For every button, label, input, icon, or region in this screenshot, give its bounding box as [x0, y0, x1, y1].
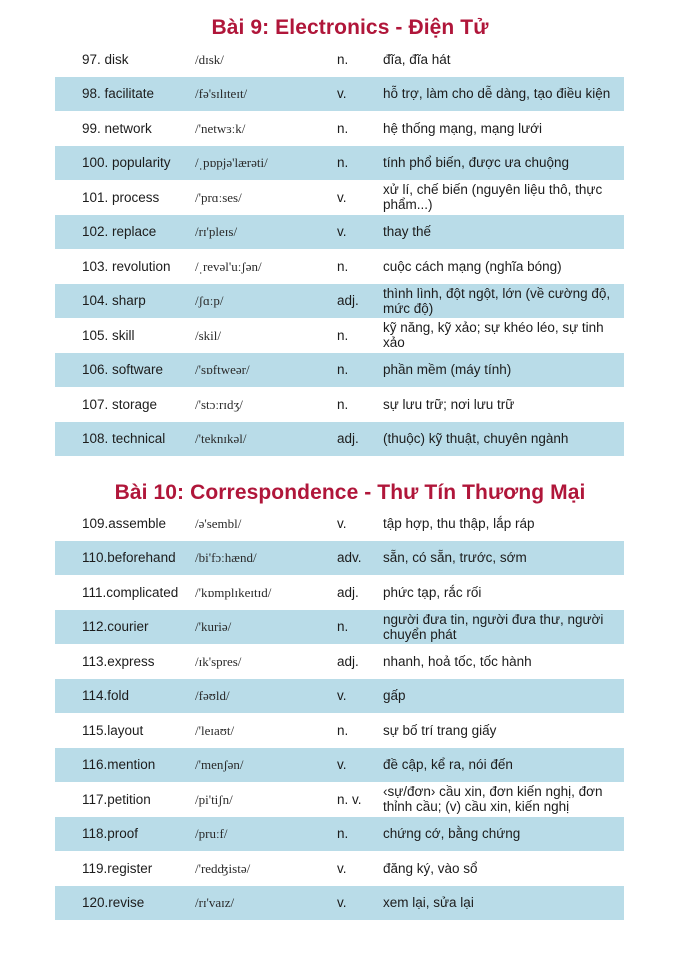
vocab-meaning: phần mềm (máy tính): [383, 362, 512, 378]
vocab-word: 110.beforehand: [82, 550, 176, 566]
vocab-row: [55, 146, 624, 181]
vocab-ipa: /'redʤistə/: [195, 860, 251, 876]
vocab-word: 99. network: [82, 120, 152, 136]
vocab-part-of-speech: n.: [337, 155, 349, 171]
vocab-word: 105. skill: [82, 327, 135, 343]
vocab-word: 108. technical: [82, 431, 166, 447]
vocab-row: [55, 318, 624, 353]
vocab-meaning: gấp: [383, 688, 406, 704]
vocab-part-of-speech: n.: [337, 327, 349, 343]
vocab-part-of-speech: adj.: [337, 653, 359, 669]
vocab-part-of-speech: v.: [337, 189, 347, 205]
vocab-ipa: /rɪ'vaɪz/: [195, 895, 235, 911]
vocab-meaning: đĩa, đĩa hát: [383, 51, 451, 67]
vocab-word: 101. process: [82, 189, 160, 205]
vocab-word: 97. disk: [82, 51, 129, 67]
vocab-row: [55, 610, 624, 645]
vocab-word: 98. facilitate: [82, 86, 155, 102]
vocab-meaning: người đưa tin, người đưa thư, người chuyển phát: [383, 611, 604, 642]
vocab-ipa: /'prɑːses/: [195, 189, 242, 205]
vocab-row: [55, 111, 624, 146]
vocab-word: 109.assemble: [82, 515, 167, 531]
vocab-ipa: /'netwɜːk/: [195, 120, 246, 136]
vocab-row: [55, 851, 624, 886]
vocab-part-of-speech: adv.: [337, 550, 362, 566]
vocab-meaning: xử lí, chế biến (nguyên liệu thô, thực phẩm...): [383, 182, 603, 213]
vocab-part-of-speech: v.: [337, 860, 347, 876]
vocab-part-of-speech: n.: [337, 120, 349, 136]
vocab-ipa: /dɪsk/: [195, 51, 224, 67]
vocab-row: [55, 679, 624, 714]
vocab-ipa: /pi'tiʃn/: [195, 791, 233, 807]
vocab-ipa: /'stɔːrɪdʒ/: [195, 396, 243, 412]
vocab-word: 115.layout: [82, 722, 144, 738]
vocab-ipa: /ʃɑːp/: [195, 293, 224, 309]
vocab-ipa: /rɪ'pleɪs/: [195, 224, 238, 240]
vocab-ipa: /fə'sɪlɪteɪt/: [195, 86, 248, 102]
vocab-meaning: cuộc cách mạng (nghĩa bóng): [383, 258, 562, 274]
vocab-row: [55, 713, 624, 748]
vocab-meaning: sự lưu trữ; nơi lưu trữ: [383, 396, 515, 412]
vocab-meaning: (thuộc) kỹ thuật, chuyên ngành: [383, 431, 569, 447]
vocab-part-of-speech: v.: [337, 895, 347, 911]
section-title-electronics: Bài 9: Electronics - Điện Tử: [211, 16, 489, 39]
vocab-meaning: sự bố trí trang giấy: [383, 722, 497, 738]
vocab-part-of-speech: n.: [337, 722, 349, 738]
vocab-ipa: /'menʃən/: [195, 757, 244, 773]
vocab-part-of-speech: adj.: [337, 293, 359, 309]
vocab-ipa: /skil/: [195, 327, 222, 343]
vocab-ipa: /ˌpɒpjə'lærəti/: [195, 155, 268, 171]
vocab-ipa: /'teknɪkəl/: [195, 431, 247, 447]
vocab-part-of-speech: v.: [337, 688, 347, 704]
vocab-row: [55, 387, 624, 422]
vocab-ipa: /'sɒftweər/: [195, 362, 250, 378]
vocab-row: [55, 886, 624, 921]
vocab-part-of-speech: adj.: [337, 431, 359, 447]
vocab-ipa: /'kuriə/: [195, 619, 232, 635]
vocab-ipa: /fəʊld/: [195, 688, 230, 704]
vocab-word: 106. software: [82, 362, 164, 378]
vocab-ipa: /bi'fɔːhænd/: [195, 550, 257, 566]
vocab-word: 118.proof: [82, 826, 139, 842]
vocab-word: 107. storage: [82, 396, 158, 412]
vocab-meaning: chứng cớ, bằng chứng: [383, 826, 521, 842]
vocab-row: [55, 782, 624, 817]
vocab-word: 112.courier: [82, 619, 149, 635]
vocab-meaning: hệ thống mạng, mạng lưới: [383, 120, 542, 136]
vocab-part-of-speech: n.: [337, 51, 349, 67]
vocab-row: [55, 817, 624, 852]
vocab-meaning: nhanh, hoả tốc, tốc hành: [383, 653, 532, 669]
vocab-word: 119.register: [82, 860, 153, 876]
vocab-row: [55, 541, 624, 576]
vocab-ipa: /pruːf/: [195, 826, 228, 842]
vocab-ipa: /ɪk'spres/: [195, 653, 242, 669]
vocab-table-electronics: [55, 42, 624, 456]
vocab-row: [55, 422, 624, 457]
vocab-meaning: kỹ năng, kỹ xảo; sự khéo léo, sự tinh xảo: [383, 320, 604, 351]
vocab-row: [55, 215, 624, 250]
vocab-word: 103. revolution: [82, 258, 171, 274]
vocab-meaning: phức tạp, rắc rối: [383, 584, 482, 600]
vocab-word: 113.express: [82, 653, 155, 669]
vocab-ipa: /'leɪaʊt/: [195, 722, 235, 738]
vocab-ipa: /ˌrevəl'uːʃən/: [195, 258, 262, 274]
vocab-word: 111.complicated: [82, 584, 179, 600]
vocab-row: [55, 77, 624, 112]
vocab-part-of-speech: n.: [337, 396, 349, 412]
vocab-part-of-speech: n.: [337, 362, 349, 378]
vocab-word: 104. sharp: [82, 293, 146, 309]
vocab-meaning: hỗ trợ, làm cho dễ dàng, tạo điều kiện: [383, 86, 611, 102]
vocab-ipa: /'kɒmplɪkeɪtɪd/: [195, 584, 272, 600]
section-title-correspondence: Bài 10: Correspondence - Thư Tín Thương Mại: [114, 481, 586, 504]
vocab-part-of-speech: adj.: [337, 584, 359, 600]
vocab-meaning: sẵn, có sẵn, trước, sớm: [383, 550, 527, 566]
vocab-part-of-speech: n.: [337, 258, 349, 274]
vocab-row: [55, 506, 624, 541]
vocab-row: [55, 180, 624, 215]
vocab-word: 120.revise: [82, 895, 145, 911]
vocab-word: 100. popularity: [82, 155, 171, 171]
vocab-row: [55, 353, 624, 388]
vocab-row: [55, 249, 624, 284]
vocab-meaning: tập hợp, thu thập, lắp ráp: [383, 515, 535, 531]
vocab-meaning: thình lình, đột ngột, lớn (về cường độ, mức độ): [383, 285, 611, 316]
vocab-meaning: ‹sự/đơn› cầu xin, đơn kiến nghị, đơn thỉnh cầu; (v) cầu xin, kiến nghị: [383, 784, 603, 815]
vocab-part-of-speech: v.: [337, 86, 347, 102]
vocab-row: [55, 284, 624, 319]
vocab-meaning: tính phổ biến, được ưa chuộng: [383, 155, 570, 171]
vocab-meaning: xem lại, sửa lại: [383, 895, 474, 911]
vocab-row: [55, 575, 624, 610]
vocab-word: 102. replace: [82, 224, 157, 240]
vocab-table-correspondence: [55, 506, 624, 920]
vocab-meaning: thay thế: [383, 224, 432, 240]
vocab-row: [55, 644, 624, 679]
vocab-part-of-speech: n. v.: [337, 791, 362, 807]
vocab-word: 116.mention: [82, 757, 156, 773]
vocab-part-of-speech: v.: [337, 224, 347, 240]
vocab-part-of-speech: n.: [337, 619, 349, 635]
vocab-row: [55, 748, 624, 783]
vocab-ipa: /ə'sembl/: [195, 515, 242, 531]
vocab-word: 114.fold: [82, 688, 130, 704]
vocab-meaning: đề cập, kể ra, nói đến: [383, 757, 513, 773]
vocab-meaning: đăng ký, vào sổ: [383, 860, 478, 876]
vocab-part-of-speech: v.: [337, 757, 347, 773]
vocab-row: [55, 42, 624, 77]
vocab-word: 117.petition: [82, 791, 151, 807]
vocab-part-of-speech: n.: [337, 826, 349, 842]
vocab-part-of-speech: v.: [337, 515, 347, 531]
